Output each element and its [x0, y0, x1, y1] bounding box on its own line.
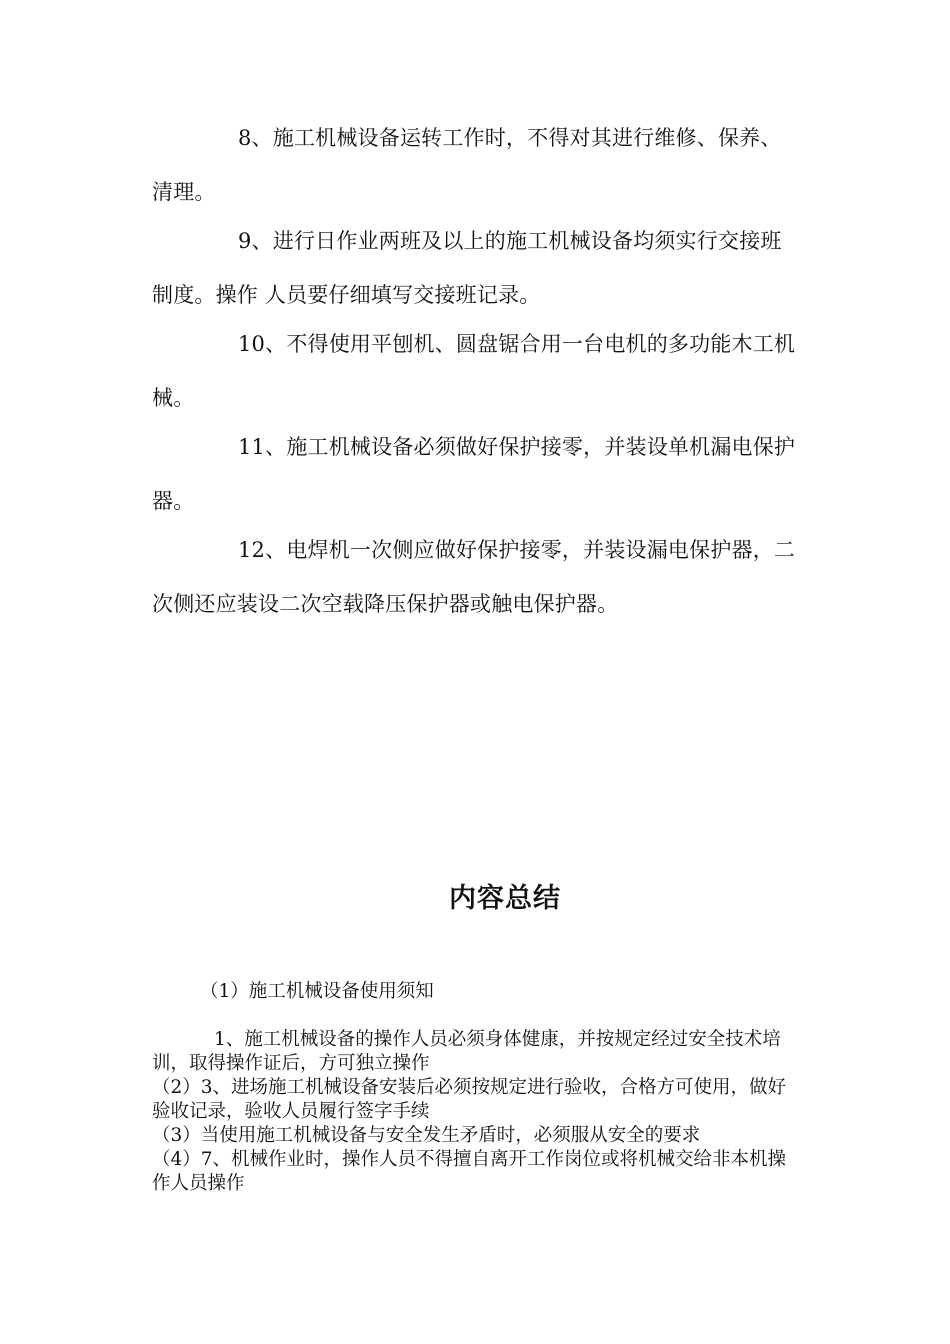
- body-paragraph-9: 9、进行日作业两班及以上的施工机械设备均须实行交接班制度。操作 人员要仔细填写交接班记录。: [152, 229, 782, 307]
- summary-item1-heading: （1）施工机械设备使用须知: [200, 981, 434, 1002]
- summary-item2-text: （2）3、进场施工机械设备安装后必须按规定进行验收，合格方可使用，做好验收记录，验收人员履行签字手续: [152, 1077, 787, 1122]
- body-paragraph-11: 11、施工机械设备必须做好保护接零，并装设单机漏电保护器。: [152, 435, 796, 513]
- summary-item1-text: 1、施工机械设备的操作人员必须身体健康，并按规定经过安全技术培训，取得操作证后，方可独立操作: [152, 1029, 781, 1074]
- body-paragraph-10: 10、不得使用平刨机、圆盘锯合用一台电机的多功能木工机械。: [152, 332, 796, 410]
- summary-item3-text: （3）当使用施工机械设备与安全发生矛盾时，必须服从安全的要求: [152, 1125, 701, 1146]
- summary-item4-text: （4）7、机械作业时，操作人员不得擅自离开工作岗位或将机械交给非本机操作人员操作: [152, 1149, 787, 1194]
- summary-title: 内容总结: [449, 883, 561, 914]
- body-paragraph-12: 12、电焊机一次侧应做好保护接零，并装设漏电保护器，二次侧还应装设二次空载降压保护器或触电保护器。: [152, 538, 796, 616]
- body-paragraph-8: 8、施工机械设备运转工作时，不得对其进行维修、保养、清理。: [152, 126, 782, 204]
